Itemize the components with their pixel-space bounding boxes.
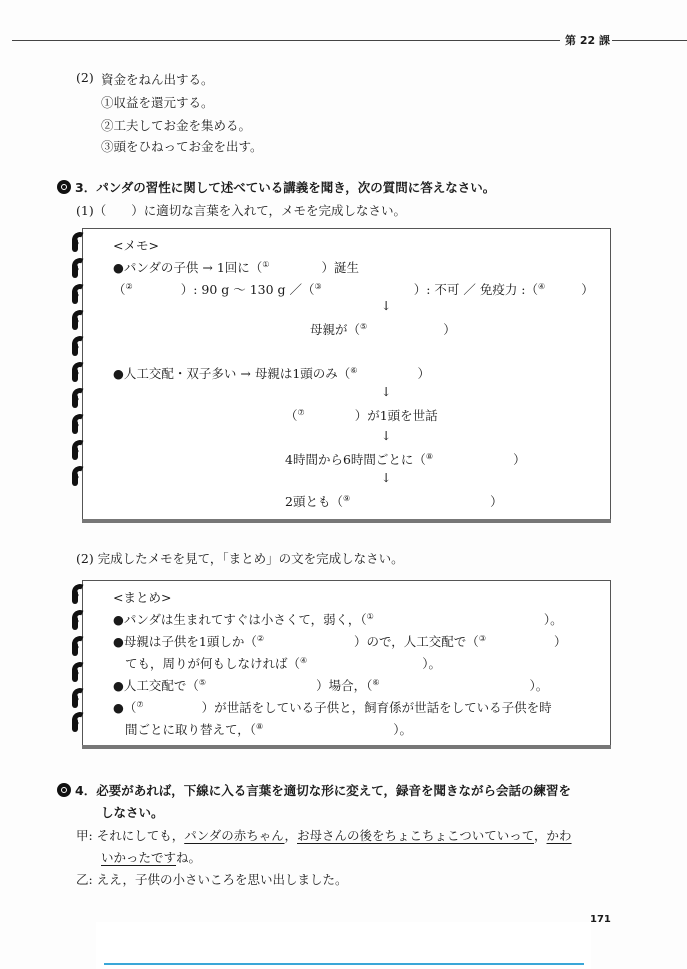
ring-icon (70, 712, 90, 730)
ring-icon (70, 310, 90, 328)
audio-cd-icon (57, 180, 71, 194)
ring-icon (70, 688, 90, 706)
memo-box-shadow (82, 519, 611, 523)
q4-title: 4．必要があれば，下線に入る言葉を適切な形に変えて，録音を聞きながら会話の練習を (57, 781, 571, 799)
ring-icon (70, 584, 90, 602)
ring-icon (70, 610, 90, 628)
arrow-down-icon: ↓ (381, 298, 392, 313)
ring-icon (70, 414, 90, 432)
arrow-down-icon: ↓ (381, 470, 392, 485)
prev-option-1: ①収益を還元する。 (101, 95, 214, 110)
ring-icon (70, 662, 90, 680)
memo-line-5: （⑦ ）が1頭を世話 (285, 408, 438, 423)
white-overlay (96, 922, 591, 969)
memo-line-7: 2頭とも（⑨ ） (285, 494, 503, 509)
ring-icon (70, 284, 90, 302)
underline-phrase-1: パンダの赤ちゃん (184, 828, 285, 843)
q4-title-cont: しなさい。 (101, 805, 164, 820)
memo-line-4: ●人工交配・双子多い → 母親は1頭のみ（⑥ ） (113, 366, 430, 381)
ring-icon (70, 466, 90, 484)
summary-line-1: ●パンダは生まれてすぐは小さくて，弱く，（① ）。 (113, 612, 563, 627)
q3-sub2: (2) 完成したメモを見て，「まとめ」の文を完成しなさい。 (76, 551, 404, 566)
arrow-down-icon: ↓ (381, 428, 392, 443)
q3-sub1: (1)（ ）に適切な言葉を入れて，メモを完成しなさい。 (76, 203, 406, 218)
memo-title: <メモ> (113, 238, 159, 253)
page-number: 171 (590, 914, 611, 922)
lesson-label: 第 22 課 (565, 34, 610, 47)
q3-title: 3．パンダの習性に関して述べている講義を聞き，次の質問に答えなさい。 (57, 178, 495, 196)
memo-line-1: ●パンダの子供 → 1回に（① ）誕生 (113, 260, 359, 275)
dialogue-line-a-cont: いかったですね。 (101, 850, 202, 865)
prev-option-2: ②工夫してお金を集める。 (101, 118, 252, 133)
prev-option-3: ③頭をひねってお金を出す。 (101, 139, 263, 154)
ring-icon (70, 388, 90, 406)
memo-line-6: 4時間から6時間ごとに（⑧ ） (285, 452, 526, 467)
memo-line-2: （② ）: 90 g ～ 130 g ／（③ ）: 不可 ／ 免疫力 :（④ ） (113, 282, 594, 297)
ring-icon (70, 440, 90, 458)
summary-line-4: ●人工交配で（⑤ ）場合，（⑥ ）。 (113, 678, 549, 693)
ring-icon (70, 336, 90, 354)
prev-item-number: (2) (76, 70, 94, 85)
summary-line-6: 間ごとに取り替えて，（⑧ ）。 (125, 722, 412, 737)
underline-phrase-3: かわ (546, 828, 572, 843)
underline-phrase-3-cont: いかったです (101, 850, 177, 865)
blue-divider (104, 963, 584, 965)
prev-item-prompt: 資金をねん出する。 (101, 72, 214, 87)
dialogue-line-a: 甲: それにしても，パンダの赤ちゃん，お母さんの後をちょこちょこついていって，かわ (76, 828, 572, 843)
summary-line-5: ●（⑦ ）が世話をしている子供と，飼育係が世話をしている子供を時 (113, 700, 552, 715)
ring-icon (70, 362, 90, 380)
summary-title: <まとめ> (113, 590, 172, 605)
underline-phrase-2: お母さんの後をちょこちょこついていって (297, 828, 535, 843)
arrow-down-icon: ↓ (381, 384, 392, 399)
summary-box-shadow (82, 745, 611, 749)
memo-spiral-binding (70, 232, 94, 517)
memo-line-3: 母親が（⑤ ） (310, 322, 456, 337)
summary-line-2: ●母親は子供を1頭しか（② ）ので，人工交配で（③ ） (113, 634, 567, 649)
ring-icon (70, 232, 90, 250)
header-rule-left (12, 40, 560, 41)
summary-line-3: ても，周りが何もしなければ（④ ）。 (125, 656, 441, 671)
summary-spiral-binding (70, 584, 94, 734)
header-rule-right (612, 40, 687, 41)
ring-icon (70, 636, 90, 654)
ring-icon (70, 258, 90, 276)
audio-cd-icon (57, 783, 71, 797)
dialogue-line-b: 乙: ええ，子供の小さいころを思い出しました。 (76, 872, 348, 887)
